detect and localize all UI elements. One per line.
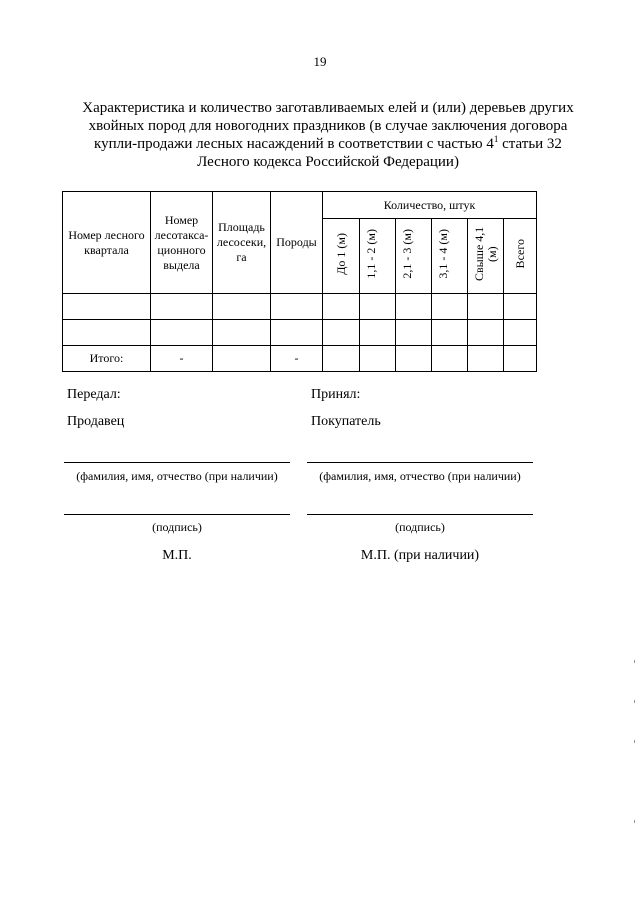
document-title <box>70 99 586 171</box>
header-q3: 2,1 - 3 (м) <box>399 229 414 279</box>
harvest-table <box>62 191 537 372</box>
seller-name-caption: (фамилия, имя, отчество (при наличии) <box>76 469 278 483</box>
header-total-cell <box>504 219 537 294</box>
header-total: Всего <box>512 239 527 269</box>
title-tail: статьи 32 Лесного кодекса Российской Федерации) <box>197 136 562 170</box>
table-row <box>63 320 537 346</box>
seller-label: Продавец <box>67 414 125 429</box>
buyer-name-line <box>307 462 533 463</box>
scan-artifact <box>634 820 635 823</box>
seller-name-line <box>64 462 290 463</box>
header-section: Номер лесотакса-ционного выдела <box>151 192 213 294</box>
buyer-stamp: М.П. (при наличии) <box>360 548 480 563</box>
header-q2: 1,1 - 2 (м) <box>363 229 378 279</box>
total-row <box>63 346 537 372</box>
title-superscript: 1 <box>493 134 499 144</box>
header-q5: Свыше 4,1 (м) <box>471 226 499 282</box>
header-q2-cell <box>360 219 396 294</box>
buyer-name-caption: (фамилия, имя, отчество (при наличии) <box>319 469 521 483</box>
accepted-label: Принял: <box>311 387 361 402</box>
header-q5-cell <box>468 219 504 294</box>
seller-signature-line <box>64 514 290 515</box>
scan-artifact <box>634 740 635 743</box>
header-quarter: Номер лесного квартала <box>63 192 151 294</box>
page-number: 19 <box>313 54 327 69</box>
header-area: Площадь лесосеки, га <box>213 192 271 294</box>
header-q3-cell <box>396 219 432 294</box>
buyer-signature-caption: (подпись) <box>395 520 445 534</box>
buyer-signature-line <box>307 514 533 515</box>
seller-stamp: М.П. <box>162 548 192 563</box>
seller-signature-caption: (подпись) <box>152 520 202 534</box>
header-q4: 3,1 - 4 (м) <box>435 229 450 279</box>
total-label: Итого: <box>63 346 151 372</box>
header-quantity-group: Количество, штук <box>323 192 537 219</box>
total-species: - <box>271 346 323 372</box>
header-q4-cell <box>432 219 468 294</box>
scan-artifact <box>634 660 635 663</box>
total-section: - <box>151 346 213 372</box>
transferred-label: Передал: <box>67 387 121 402</box>
scan-artifact <box>634 700 635 703</box>
header-q1: До 1 (м) <box>333 233 348 275</box>
table-row <box>63 294 537 320</box>
header-q1-cell <box>323 219 360 294</box>
buyer-label: Покупатель <box>311 414 381 429</box>
title-text: Характеристика и количество заготавливаемых елей и (или) деревьев других хвойных пород для новогодних праздников (в случае заключения договора купли-продажи лесных насаждений в соответствии с частью 4 <box>82 100 574 152</box>
header-species: Породы <box>271 192 323 294</box>
